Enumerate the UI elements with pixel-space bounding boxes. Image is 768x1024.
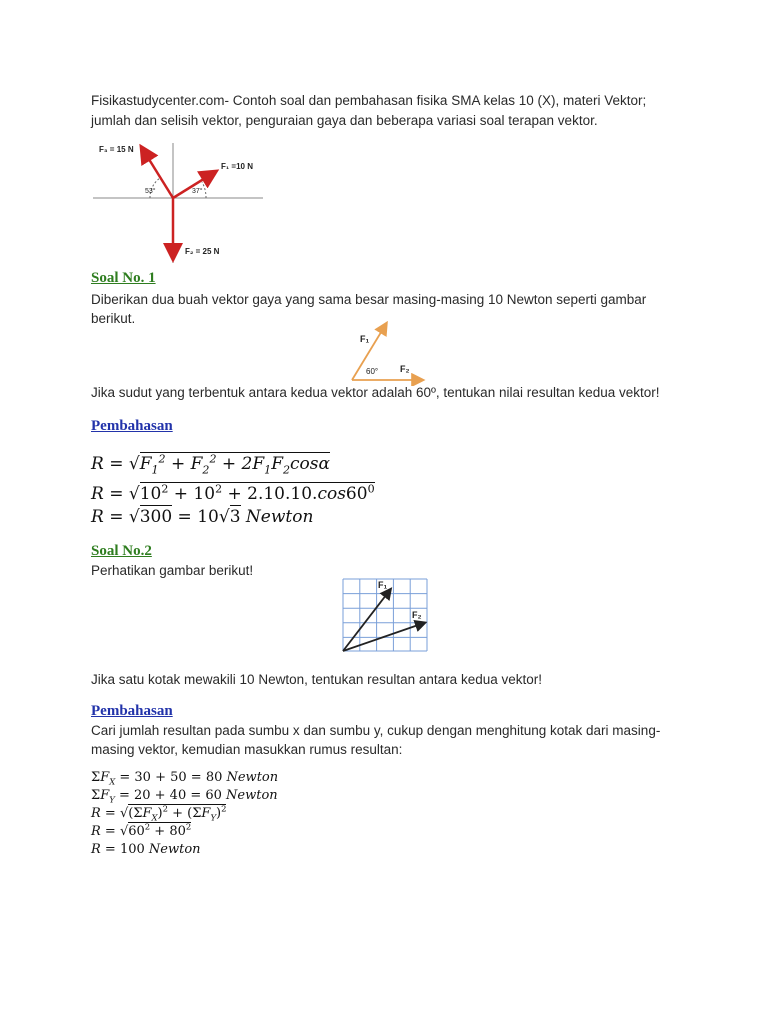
pembahasan-1-heading: Pembahasan [91, 418, 173, 434]
intro-paragraph [91, 91, 691, 131]
label-angle-right: 37° [192, 188, 203, 195]
equation-2-lhs: R = [91, 484, 129, 504]
soal-1-text-line-2: berikut. [91, 311, 136, 326]
equation-resultant-result: R = 100 Newton [91, 842, 201, 857]
label-f1: F₁ =10 N [221, 162, 253, 171]
equation-2: $R = √10^2 + 10^2 + 2.10.10.\cos 60^0$ [91, 482, 375, 504]
pembahasan-2-text-line-2: masing vektor, kemudian masukkan rumus resultan: [91, 742, 403, 757]
equation-3: R = √300 = 10√3 Newton [91, 507, 314, 527]
angle-arc-right [202, 182, 206, 198]
equation-3-lhs: R = [91, 507, 129, 527]
grid-vector-diagram [342, 578, 428, 652]
label-angle-left: 53° [145, 188, 156, 195]
soal-2-heading: Soal No.2 [91, 543, 152, 559]
soal-1-heading: Soal No. 1 [91, 270, 156, 286]
label-f1: F₁ [360, 334, 370, 344]
pembahasan-2-text-line-1: Cari jumlah resultan pada sumbu x dan sumbu y, cukup dengan menghitung kotak dari masing- [91, 723, 661, 738]
label-f2: F₂ [412, 610, 422, 620]
label-f2: F₂ = 25 N [185, 247, 220, 256]
equation-resultant-values: $R = √60^2 + 80^2$ [91, 821, 192, 839]
equation-sum-fx: $\Sigma F_X = 30 + 50 = 80$ Newton [91, 770, 279, 787]
equation-resultant-formula: $R = √(\Sigma F_X)^2 + (\Sigma F_Y)^2$ [91, 803, 227, 823]
soal-2-question: Jika satu kotak mewakili 10 Newton, tentukan resultan antara kedua vektor! [91, 672, 542, 687]
equation-1: $R = √F_1^2 + F_2^2 + 2F_1F_2\cos\alpha$ [91, 452, 330, 477]
intro-line-2: jumlah dan selisih vektor, penguraian gaya dan beberapa variasi soal terapan vektor. [91, 113, 598, 128]
label-f3: F₃ = 15 N [99, 145, 134, 154]
intro-line-1: Fisikastudycenter.com- Contoh soal dan pembahasan fisika SMA kelas 10 (X), materi Vektor; [91, 93, 647, 108]
vector-f1-arrow [343, 590, 390, 651]
soal-1-text-line-1: Diberikan dua buah vektor gaya yang sama besar masing-masing 10 Newton seperti gambar [91, 292, 647, 307]
label-f2: F₂ [400, 364, 410, 374]
pembahasan-2-text [91, 721, 711, 759]
label-f1: F₁ [378, 580, 388, 590]
force-diagram-1 [88, 138, 268, 273]
pembahasan-2-heading: Pembahasan [91, 703, 173, 719]
equation-1-lhs: R = [91, 454, 129, 474]
vector-diagram-soal-1 [340, 318, 430, 386]
soal-1-question: Jika sudut yang terbentuk antara kedua vektor adalah 60º, tentukan nilai resultan kedua vektor! [91, 385, 660, 400]
equation-sum-fy: $\Sigma F_Y = 20 + 40 = 60$ Newton [91, 788, 278, 805]
soal-2-text: Perhatikan gambar berikut! [91, 563, 254, 578]
label-angle: 60° [366, 367, 379, 376]
